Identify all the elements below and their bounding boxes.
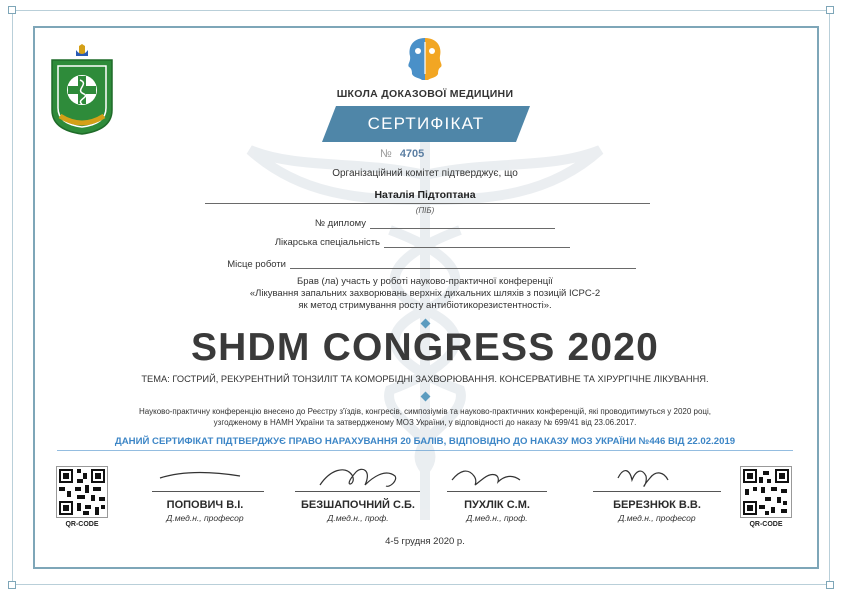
signatory-name: БЕРЕЗНЮК В.В.	[613, 499, 701, 511]
signatory-berezniuk	[582, 499, 732, 523]
qr-label-left: QR-CODE	[65, 521, 99, 528]
signatory-name: БЕЗШАПОЧНИЙ С.Б.	[301, 499, 415, 511]
signatory-title: Д.мед.н., професор	[618, 513, 696, 523]
participation-line-2: «Лікування запальних захворювань верхніх дихальних шляхів з позицій ICPC-2	[249, 288, 601, 299]
confirm-text: Організаційний комітет підтверджує, що	[332, 168, 518, 179]
number-value: 4705	[399, 148, 425, 160]
signatory-name: ПОПОВИЧ В.І.	[166, 499, 244, 511]
event-date: 4-5 грудня 2020 р.	[385, 536, 465, 547]
workplace-label: Місце роботи	[227, 259, 286, 270]
pib-caption: (ПІБ)	[415, 206, 435, 215]
signatory-bezshapochnyi	[283, 499, 433, 523]
specialty-label: Лікарська спеціальність	[274, 237, 380, 248]
signature-line	[295, 491, 420, 492]
points-statement: ДАНИЙ СЕРТИФІКАТ ПІДТВЕРДЖУЄ ПРАВО НАРАХУВАННЯ 20 БАЛІВ, ВІДПОВІДНО ДО НАКАЗУ МОЗ УКРАЇНИ №446 ВІД 22.02.2019	[114, 436, 736, 447]
qr-label-right: QR-CODE	[749, 521, 783, 528]
signatory-title: Д.мед.н., проф.	[327, 513, 389, 523]
number-label: №	[380, 148, 392, 160]
theme-text: ТЕМА: ГОСТРИЙ, РЕКУРЕНТНИЙ ТОНЗИЛІТ ТА КОМОРБІДНІ ЗАХВОРЮВАННЯ. КОНСЕРВАТИВНЕ ТА ХІРУРГІЧНЕ ЛІКУВАННЯ.	[141, 374, 709, 384]
signatory-name: ПУХЛІК С.М.	[464, 499, 530, 511]
recipient-name: Наталія Підтоптана	[374, 189, 476, 201]
signature-line	[593, 491, 721, 492]
participation-line-3: як метод стримування росту антибіотикорезистентності».	[298, 300, 552, 311]
register-line-2: узгодженому в НАМН України та затвердженому МОЗ України, у відповідності до наказу № 699/41 від 23.06.2017.	[213, 418, 637, 427]
signature-line	[152, 491, 264, 492]
diploma-label: № диплому	[314, 218, 366, 229]
certificate-title: СЕРТИФІКАТ	[367, 114, 485, 133]
signatory-title: Д.мед.н., професор	[166, 513, 244, 523]
congress-title: SHDM CONGRESS 2020	[190, 326, 660, 369]
school-name: ШКОЛА ДОКАЗОВОЇ МЕДИЦИНИ	[336, 88, 514, 100]
participation-line-1: Брав (ла) участь у роботі науково-практичної конференції	[297, 276, 553, 287]
register-line-1: Науково-практичну конференцію внесено до Реєстру з'їздів, конгресів, симпозіумів та науково-практичних конференцій, які проводитимуться у 2020 році,	[138, 407, 712, 416]
signatory-popovych	[135, 499, 275, 523]
signature-line	[447, 491, 547, 492]
signatory-title: Д.мед.н., проф.	[466, 513, 528, 523]
signatory-pukhlik	[432, 499, 562, 523]
